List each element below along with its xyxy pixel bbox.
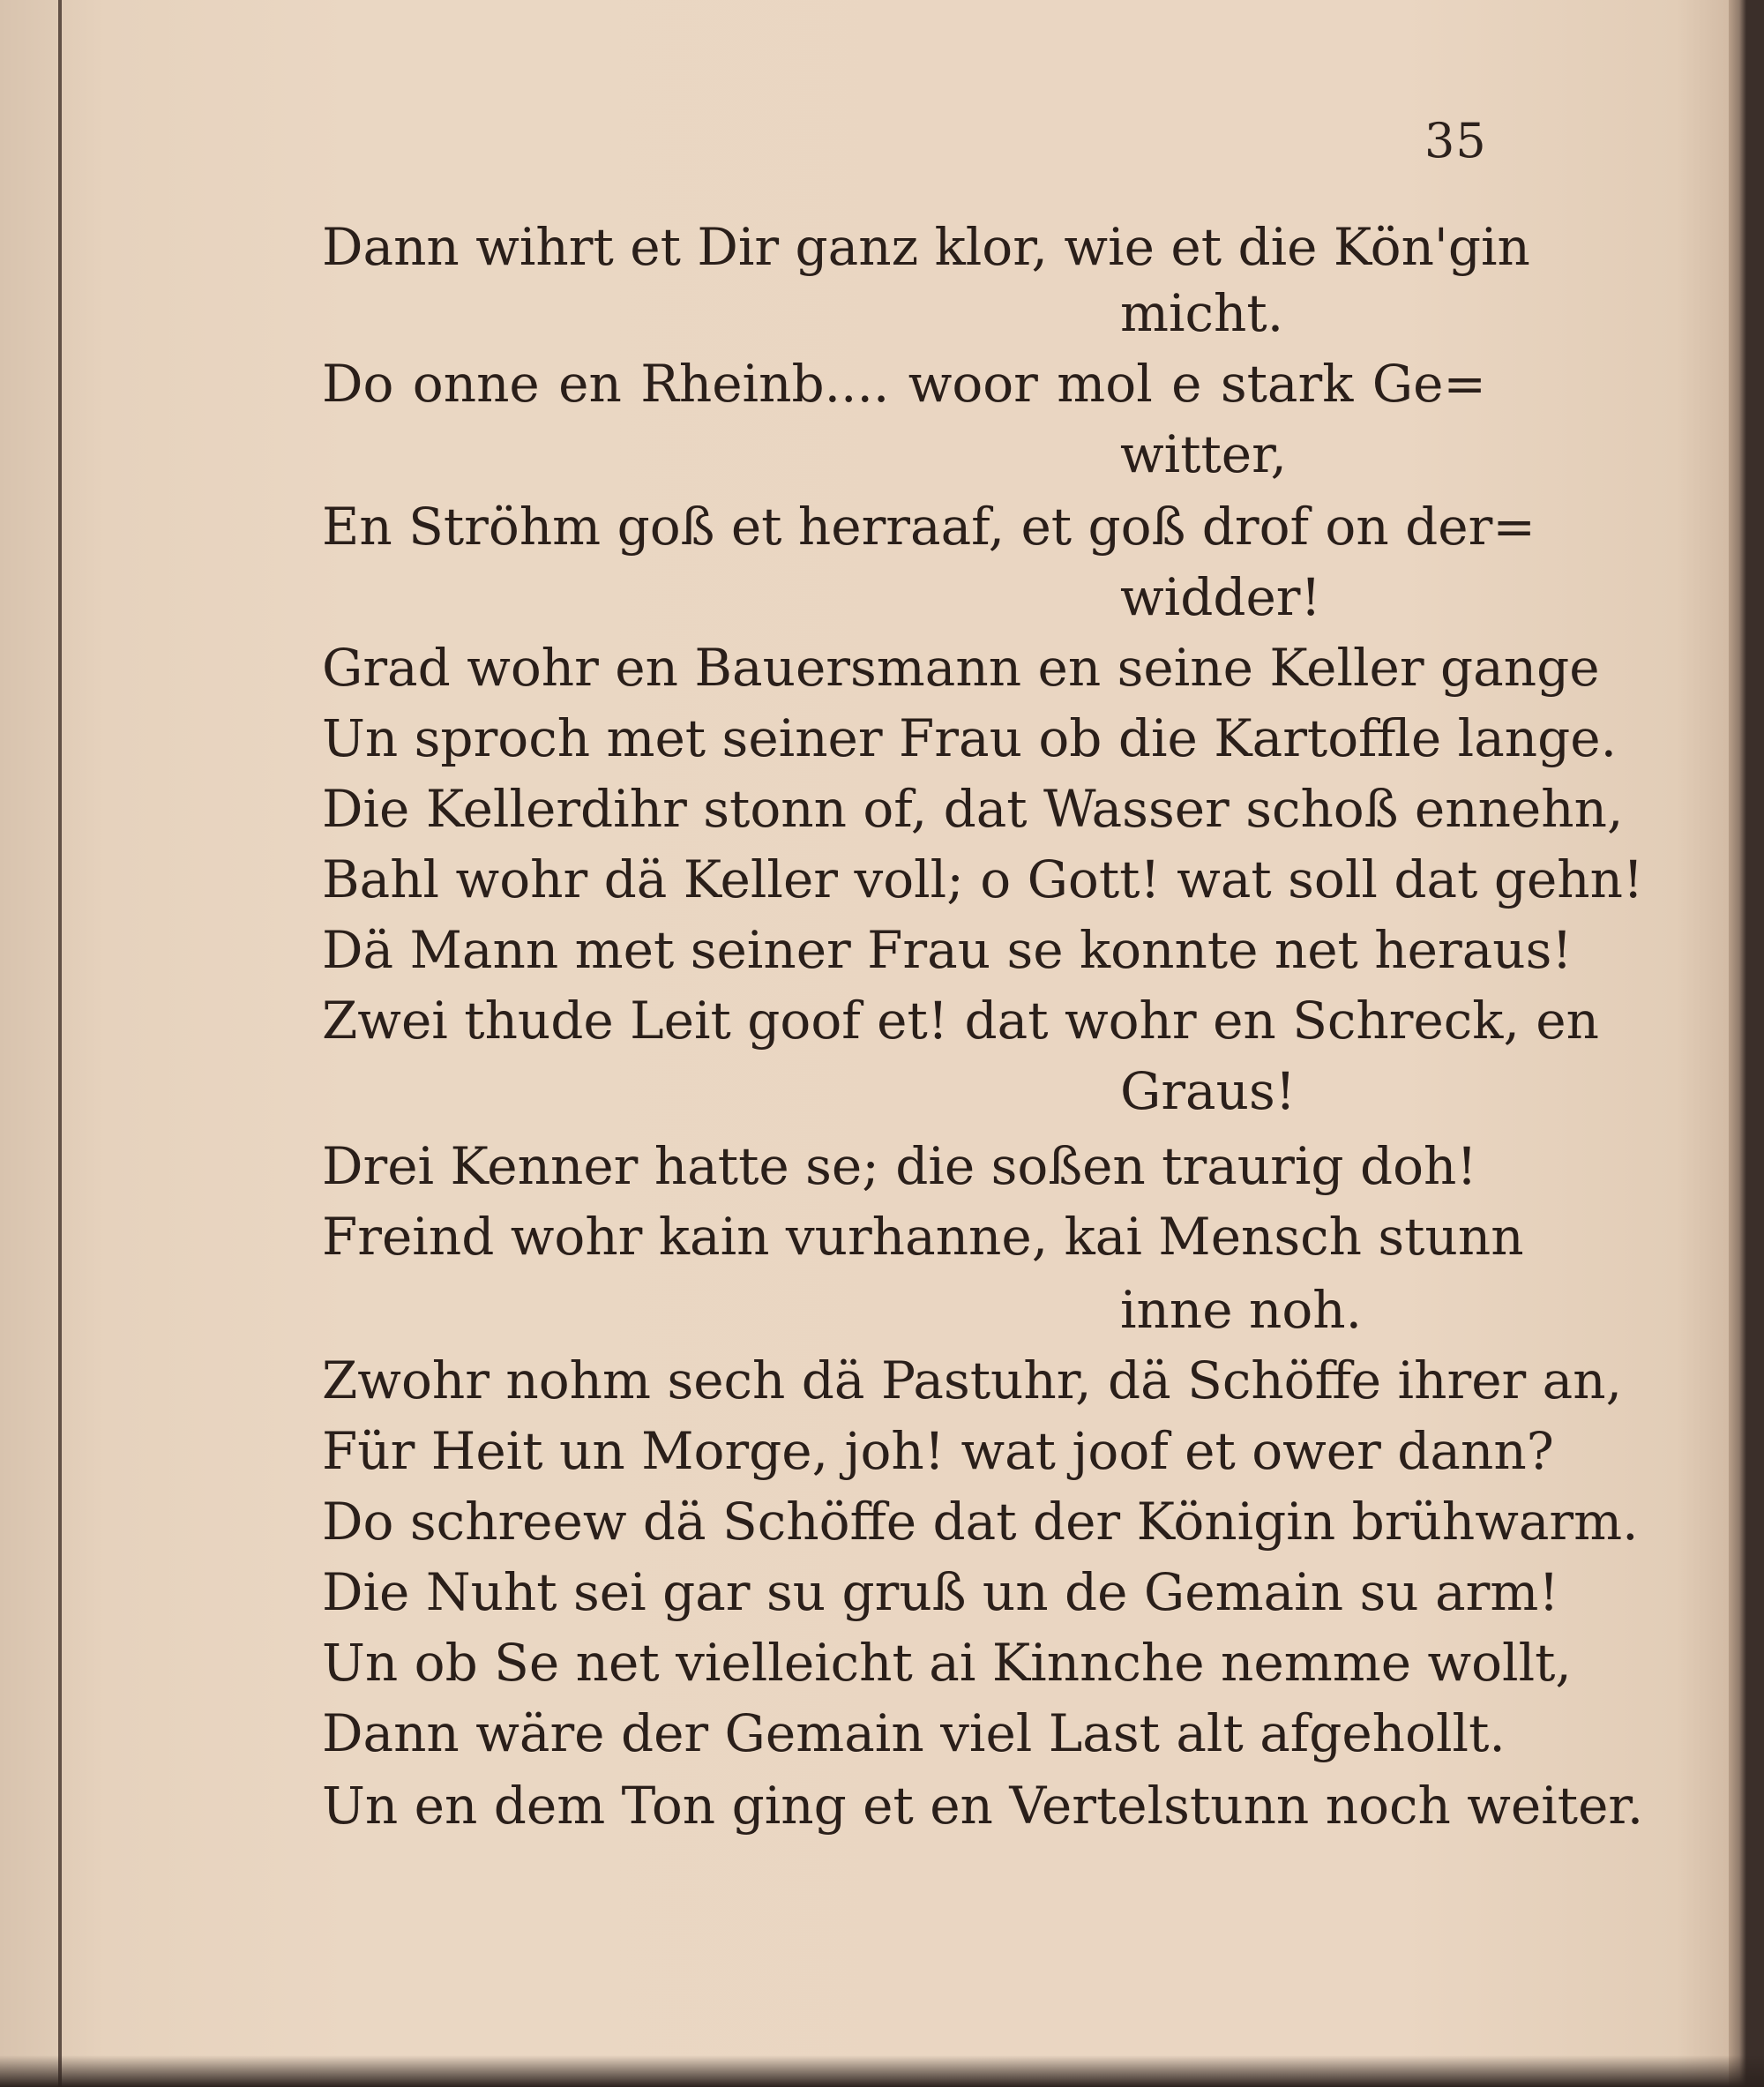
- poem-line: Freind wohr kain vurhanne, kai Mensch stunn: [322, 1207, 1524, 1267]
- poem-line: Zwohr nohm sech dä Pastuhr, dä Schöffe ihrer an,: [322, 1350, 1623, 1410]
- page-right-edge: [1729, 0, 1746, 2087]
- poem-line-continuation: widder!: [1120, 567, 1321, 627]
- poem-line: Un sproch met seiner Frau ob die Kartoffle lange.: [322, 708, 1618, 768]
- poem-line: Un ob Se net vielleicht ai Kinnche nemme wollt,: [322, 1633, 1572, 1693]
- poem-line: Un en dem Ton ging et en Vertelstunn noch weiter.: [322, 1776, 1644, 1836]
- poem-line: Drei Kenner hatte se; die soßen traurig doh!: [322, 1136, 1477, 1196]
- poem-line: Do schreew dä Schöffe dat der Königin brühwarm.: [322, 1492, 1639, 1552]
- poem-line-continuation: inne noh.: [1120, 1280, 1363, 1340]
- poem-line-continuation: witter,: [1120, 424, 1287, 484]
- poem-line: Bahl wohr dä Keller voll; o Gott! wat soll dat gehn!: [322, 849, 1644, 909]
- poem-line: Zwei thude Leit goof et! dat wohr en Schreck, en: [322, 991, 1599, 1051]
- page-number: 35: [1424, 113, 1487, 168]
- poem-line-continuation: Graus!: [1120, 1061, 1297, 1121]
- poem-line: Dann wäre der Gemain viel Last alt afgehollt.: [322, 1703, 1506, 1763]
- page-spine-edge: [58, 0, 62, 2087]
- poem-line: Für Heit un Morge, joh! wat joof et ower dann?: [322, 1421, 1554, 1481]
- poem-line: Die Nuht sei gar su gruß un de Gemain su arm!: [322, 1562, 1559, 1622]
- poem-line: Dann wihrt et Dir ganz klor, wie et die Kön'gin: [322, 217, 1530, 277]
- poem-line: Do onne en Rheinb.... woor mol e stark Ge=: [322, 354, 1486, 414]
- poem-line: En Ströhm goß et herraaf, et goß drof on der=: [322, 497, 1536, 557]
- poem-line-continuation: micht.: [1120, 283, 1284, 343]
- page-bottom-edge: [0, 2055, 1764, 2087]
- poem-line: Dä Mann met seiner Frau se konnte net heraus!: [322, 920, 1573, 980]
- poem-line: Grad wohr en Bauersmann en seine Keller gange: [322, 638, 1600, 698]
- poem-line: Die Kellerdihr stonn of, dat Wasser schoß ennehn,: [322, 779, 1624, 839]
